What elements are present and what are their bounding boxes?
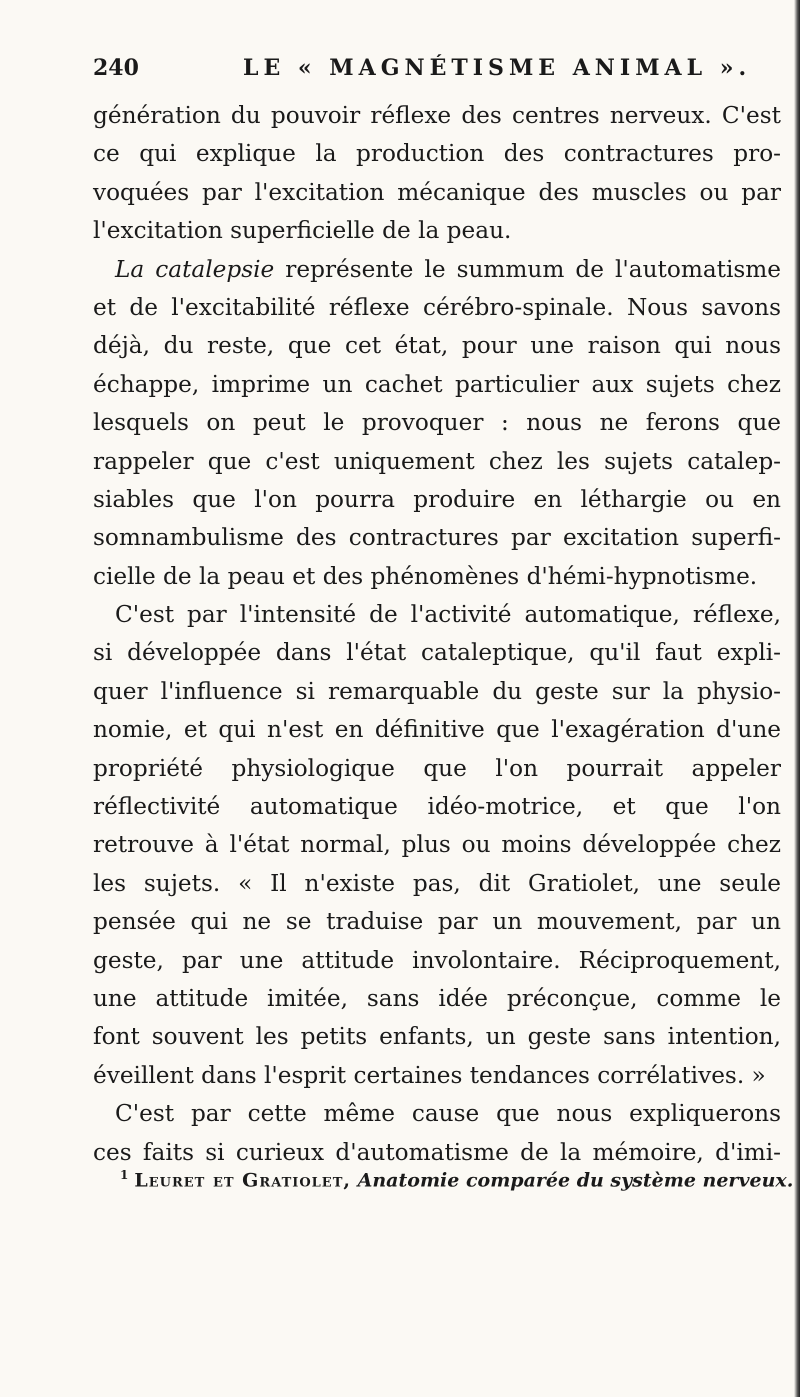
text-line: voquées par l'excitation mécanique des muscles ou par <box>93 178 781 206</box>
text-line: l'excitation superficielle de la peau. <box>93 217 512 245</box>
text-line: C'est par l'intensité de l'activité automatique, réflexe, <box>115 601 781 629</box>
text-line: si développée dans l'état cataleptique, qu'il faut expli- <box>93 639 781 667</box>
footnote-marker: 1 <box>120 1168 129 1182</box>
body-text <box>93 97 781 1172</box>
text-line: siables que l'on pourra produire en léthargie ou en <box>93 485 781 513</box>
text-line: geste, par une attitude involontaire. Réciproquement, <box>93 946 781 974</box>
page-edge-shadow <box>794 0 800 1397</box>
text-line: déjà, du reste, que cet état, pour une raison qui nous <box>93 332 781 360</box>
text-line: génération du pouvoir réflexe des centres nerveux. C'est <box>93 102 781 129</box>
text-line: ce qui explique la production des contractures pro- <box>93 140 781 168</box>
text-line: C'est par cette même cause que nous expliquerons <box>115 1100 781 1128</box>
text-line: réflectivité automatique idéo-motrice, et que l'on <box>93 793 781 821</box>
text-line: quer l'influence si remarquable du geste sur la physio- <box>93 677 781 705</box>
page-header <box>93 55 783 95</box>
footnote-work: Anatomie comparée du système nerveux. <box>357 1169 794 1192</box>
text-line: et de l'excitabilité réflexe cérébro-spinale. Nous savons <box>93 293 781 321</box>
catalepsie-term: La catalepsie <box>115 255 275 283</box>
text-line: échappe, imprime un cachet particulier aux sujets chez <box>93 370 781 398</box>
text-line: nomie, et qui n'est en définitive que l'exagération d'une <box>93 716 781 744</box>
running-title: LE « MAGNÉTISME ANIMAL ». <box>243 55 752 81</box>
text-line: font souvent les petits enfants, un geste sans intention, <box>93 1023 781 1051</box>
footnote <box>120 1168 794 1192</box>
text-line: une attitude imitée, sans idée préconçue, comme le <box>93 984 781 1012</box>
text-line: les sujets. « Il n'existe pas, dit Gratiolet, une seule <box>93 869 781 897</box>
text-line: ces faits si curieux d'automatisme de la mémoire, d'imi- <box>93 1138 781 1166</box>
text-line: éveillent dans l'esprit certaines tendances corrélatives. » <box>93 1061 766 1089</box>
catalepsie-rest: représente le summum de l'automatisme <box>274 255 781 283</box>
text-line: cielle de la peau et des phénomènes d'hémi-hypnotisme. <box>93 562 758 590</box>
text-line: lesquels on peut le provoquer : nous ne ferons que <box>93 409 781 437</box>
text-line: propriété physiologique que l'on pourrait appeler <box>93 754 781 782</box>
footnote-authors: Leuret et Gratiolet, <box>134 1169 351 1192</box>
text-line-catalepsie <box>93 251 781 289</box>
page-number: 240 <box>93 55 139 81</box>
text-line: rappeler que c'est uniquement chez les sujets catalep- <box>93 447 781 475</box>
text-line: pensée qui ne se traduise par un mouvement, par un <box>93 908 781 936</box>
text-line: retrouve à l'état normal, plus ou moins développée chez <box>93 831 781 859</box>
text-line: somnambulisme des contractures par excitation superfi- <box>93 524 781 552</box>
